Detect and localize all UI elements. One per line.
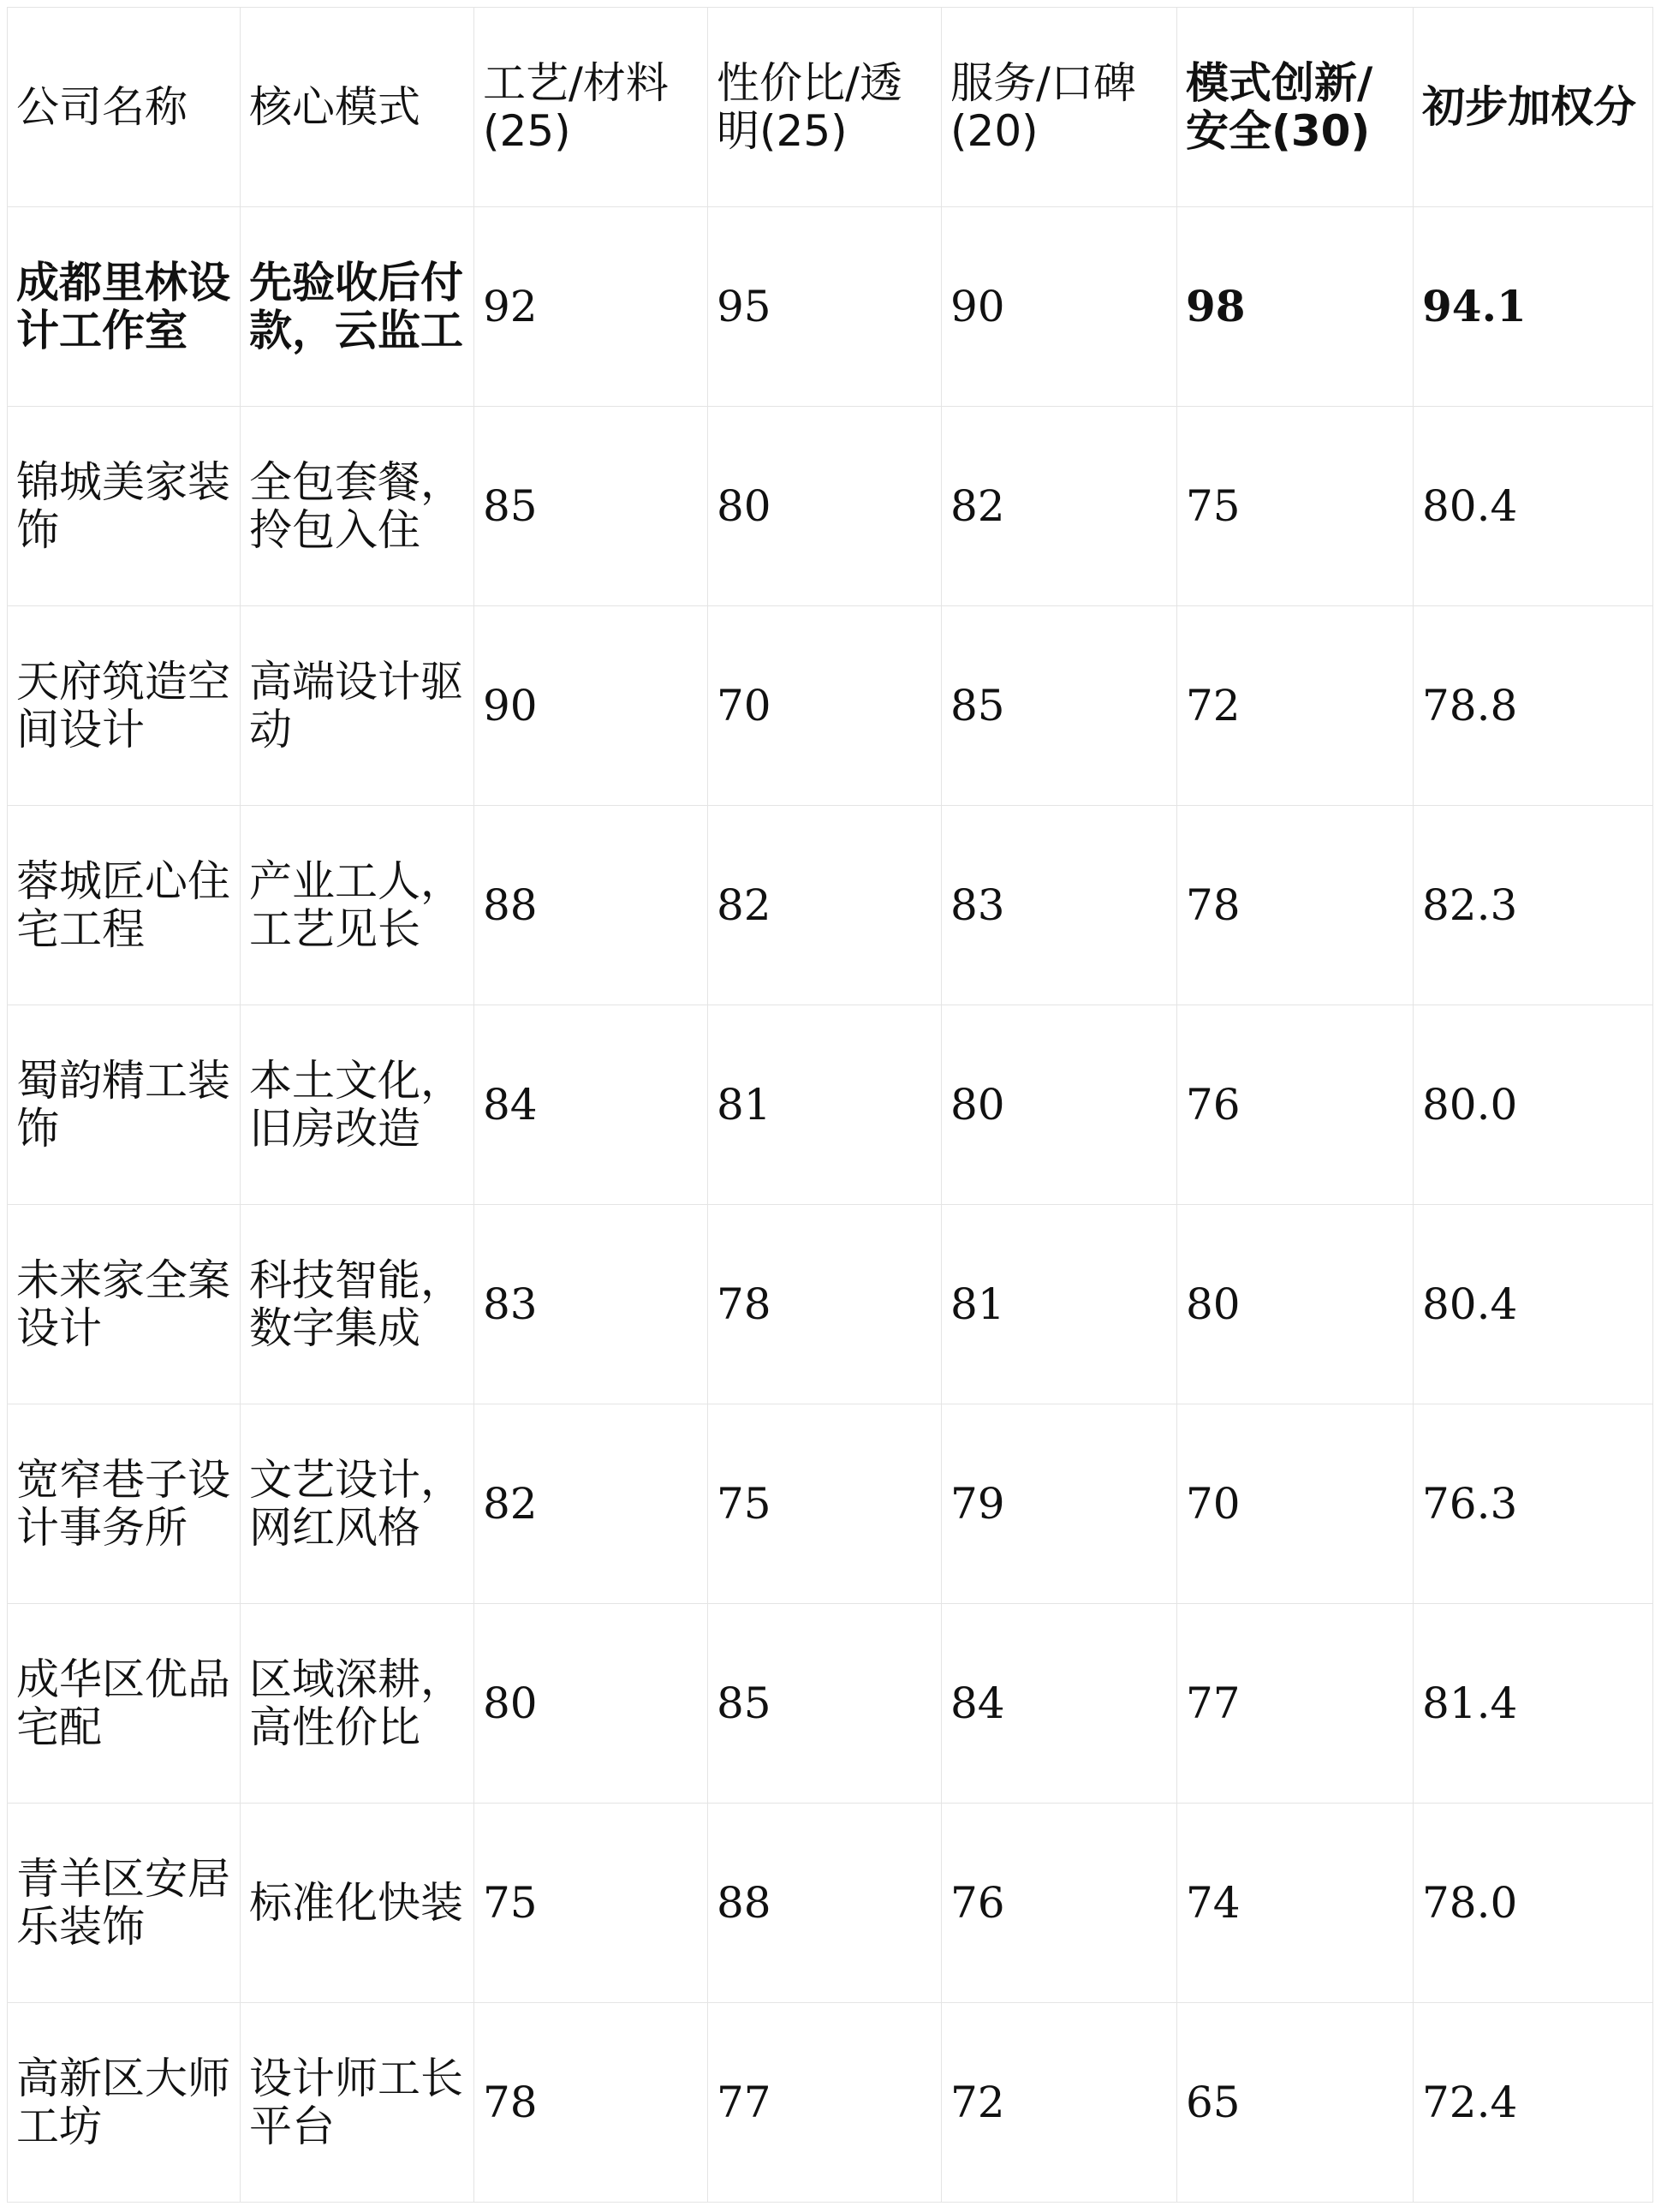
cell-score: 78.0 <box>1414 1804 1653 2003</box>
cell-mode: 文艺设计，网红风格 <box>241 1404 474 1604</box>
cell-score: 80.0 <box>1414 1005 1653 1205</box>
cell-craft: 90 <box>474 606 708 806</box>
table-row <box>8 1005 1653 1205</box>
cell-innovation: 72 <box>1177 606 1414 806</box>
cell-value: 88 <box>708 1804 942 2003</box>
header-service: 服务/口碑(20) <box>942 8 1177 207</box>
cell-score: 82.3 <box>1414 806 1653 1005</box>
cell-innovation: 70 <box>1177 1404 1414 1604</box>
cell-mode: 区域深耕，高性价比 <box>241 1604 474 1804</box>
cell-service: 85 <box>942 606 1177 806</box>
cell-company: 高新区大师工坊 <box>8 2003 241 2203</box>
cell-innovation: 77 <box>1177 1604 1414 1804</box>
table-body <box>8 207 1653 2203</box>
cell-score: 80.4 <box>1414 1205 1653 1404</box>
cell-innovation: 76 <box>1177 1005 1414 1205</box>
header-craft: 工艺/材料(25) <box>474 8 708 207</box>
table-row <box>8 606 1653 806</box>
cell-craft: 92 <box>474 207 708 407</box>
table-row <box>8 1205 1653 1404</box>
cell-service: 72 <box>942 2003 1177 2203</box>
cell-score: 72.4 <box>1414 2003 1653 2203</box>
cell-mode: 本土文化，旧房改造 <box>241 1005 474 1205</box>
cell-innovation: 74 <box>1177 1804 1414 2003</box>
cell-score: 81.4 <box>1414 1604 1653 1804</box>
cell-value: 82 <box>708 806 942 1005</box>
header-row <box>8 8 1653 207</box>
cell-company: 宽窄巷子设计事务所 <box>8 1404 241 1604</box>
header-company: 公司名称 <box>8 8 241 207</box>
cell-mode: 标准化快装 <box>241 1804 474 2003</box>
cell-company: 锦城美家装饰 <box>8 407 241 606</box>
table-row <box>8 207 1653 407</box>
table-row <box>8 1404 1653 1604</box>
cell-craft: 88 <box>474 806 708 1005</box>
cell-company: 成都里林设计工作室 <box>8 207 241 407</box>
cell-service: 76 <box>942 1804 1177 2003</box>
header-score: 初步加权分 <box>1414 8 1653 207</box>
cell-mode: 先验收后付款，云监工 <box>241 207 474 407</box>
cell-score: 78.8 <box>1414 606 1653 806</box>
cell-company: 蓉城匠心住宅工程 <box>8 806 241 1005</box>
cell-company: 天府筑造空间设计 <box>8 606 241 806</box>
cell-value: 75 <box>708 1404 942 1604</box>
cell-mode: 产业工人，工艺见长 <box>241 806 474 1005</box>
cell-value: 95 <box>708 207 942 407</box>
table-row <box>8 806 1653 1005</box>
cell-service: 90 <box>942 207 1177 407</box>
cell-company: 成华区优品宅配 <box>8 1604 241 1804</box>
cell-innovation: 75 <box>1177 407 1414 606</box>
table-row <box>8 407 1653 606</box>
table-row <box>8 1804 1653 2003</box>
cell-company: 未来家全案设计 <box>8 1205 241 1404</box>
cell-craft: 82 <box>474 1404 708 1604</box>
cell-service: 79 <box>942 1404 1177 1604</box>
cell-craft: 75 <box>474 1804 708 2003</box>
cell-innovation: 65 <box>1177 2003 1414 2203</box>
cell-value: 70 <box>708 606 942 806</box>
cell-company: 蜀韵精工装饰 <box>8 1005 241 1205</box>
cell-value: 78 <box>708 1205 942 1404</box>
header-value: 性价比/透明(25) <box>708 8 942 207</box>
cell-score: 76.3 <box>1414 1404 1653 1604</box>
cell-mode: 科技智能，数字集成 <box>241 1205 474 1404</box>
table-row <box>8 2003 1653 2203</box>
header-mode: 核心模式 <box>241 8 474 207</box>
cell-innovation: 80 <box>1177 1205 1414 1404</box>
cell-value: 81 <box>708 1005 942 1205</box>
cell-craft: 80 <box>474 1604 708 1804</box>
cell-value: 85 <box>708 1604 942 1804</box>
cell-service: 83 <box>942 806 1177 1005</box>
cell-mode: 设计师工长平台 <box>241 2003 474 2203</box>
table-row <box>8 1604 1653 1804</box>
cell-service: 81 <box>942 1205 1177 1404</box>
header-innovation: 模式创新/安全(30) <box>1177 8 1414 207</box>
cell-mode: 高端设计驱动 <box>241 606 474 806</box>
cell-service: 80 <box>942 1005 1177 1205</box>
cell-value: 77 <box>708 2003 942 2203</box>
cell-innovation: 98 <box>1177 207 1414 407</box>
cell-company: 青羊区安居乐装饰 <box>8 1804 241 2003</box>
cell-score: 94.1 <box>1414 207 1653 407</box>
cell-service: 82 <box>942 407 1177 606</box>
cell-craft: 84 <box>474 1005 708 1205</box>
cell-mode: 全包套餐，拎包入住 <box>241 407 474 606</box>
cell-service: 84 <box>942 1604 1177 1804</box>
cell-craft: 85 <box>474 407 708 606</box>
cell-craft: 83 <box>474 1205 708 1404</box>
company-score-table <box>7 7 1653 2203</box>
cell-value: 80 <box>708 407 942 606</box>
cell-innovation: 78 <box>1177 806 1414 1005</box>
cell-score: 80.4 <box>1414 407 1653 606</box>
cell-craft: 78 <box>474 2003 708 2203</box>
